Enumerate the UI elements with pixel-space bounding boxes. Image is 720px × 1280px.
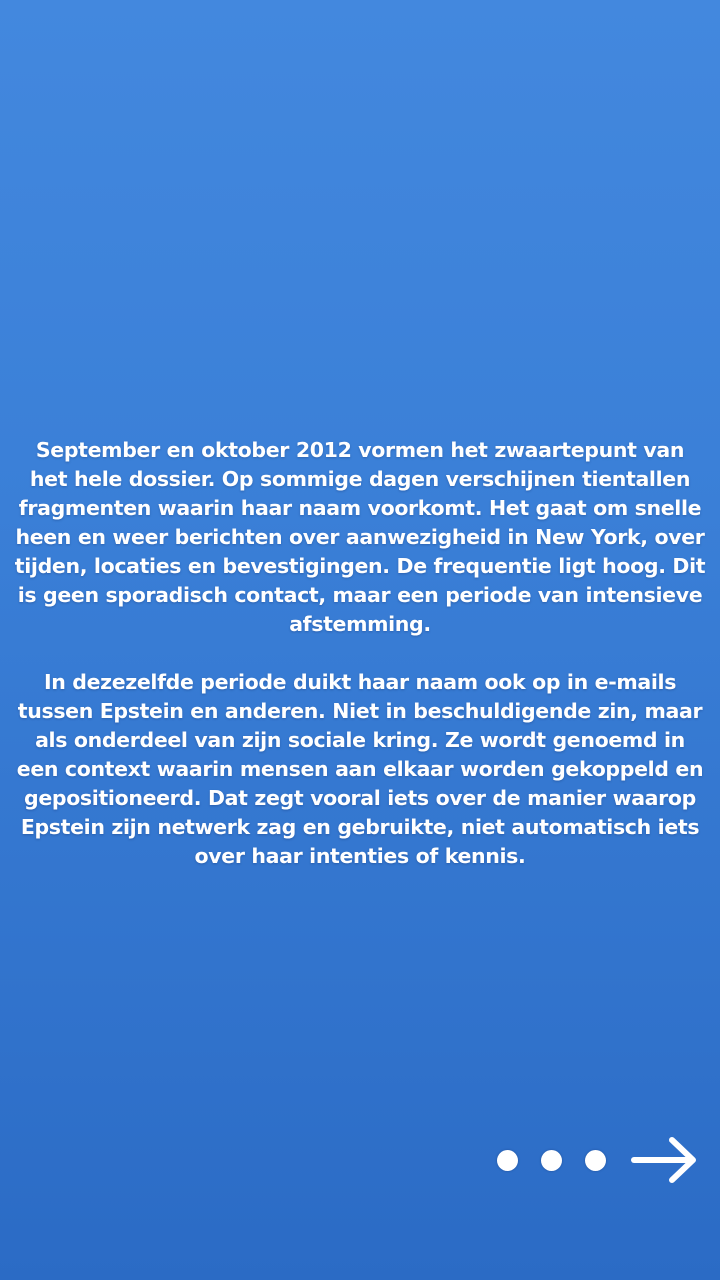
pagination-dot-2	[541, 1150, 562, 1171]
paragraph-1: September en oktober 2012 vormen het zwaartepunt van het hele dossier. Op sommige dagen verschijnen tientallen fragmenten waarin haar naam voorkomt. Het gaat om snelle heen en weer berichten over aanwezigheid in New York, over tijden, locaties en bevestigingen. De frequentie ligt hoog. Dit is geen sporadisch contact, maar een periode van intensieve afstemming.	[14, 438, 706, 636]
slide-text	[14, 436, 706, 871]
pagination-dot-1	[497, 1150, 518, 1171]
arrow-right-icon[interactable]	[630, 1134, 698, 1186]
pagination-dot-3	[585, 1150, 606, 1171]
paragraph-2: In dezezelfde periode duikt haar naam ook op in e-mails tussen Epstein en anderen. Niet in beschuldigende zin, maar als onderdeel van zijn sociale kring. Ze wordt genoemd in een context waarin mensen aan elkaar worden gekoppeld en gepositioneerd. Dat zegt vooral iets over de manier waarop Epstein zijn netwerk zag en gebruikte, niet automatisch iets over haar intenties of kennis.	[16, 670, 704, 868]
slide-navigation	[497, 1134, 698, 1186]
pagination-dots	[497, 1150, 606, 1171]
